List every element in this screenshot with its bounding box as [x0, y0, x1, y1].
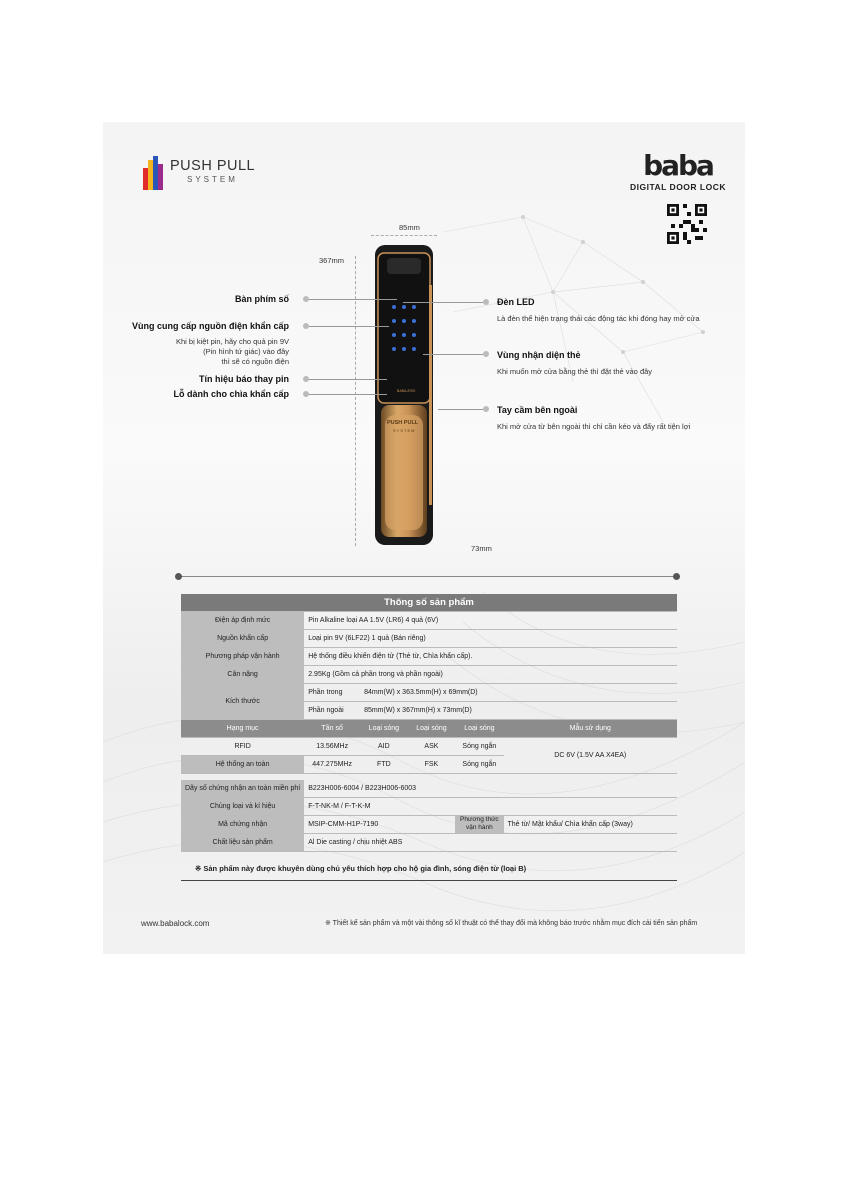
spec-title: Thông số sản phẩm: [181, 594, 677, 612]
callout-key-hole-line: [309, 394, 387, 395]
spec-title-row: [181, 594, 677, 612]
callout-led-label: Đèn LED: [497, 297, 535, 307]
radio-row: Hệ thống an toàn 447.275MHz FTD FSK Sóng ngắn: [181, 756, 677, 774]
callout-emergency-power-label: Vùng cung cấp nguồn điện khẩn cấp: [131, 321, 289, 331]
baba-wordmark: baba: [643, 149, 713, 182]
spec-row: Phương pháp vận hành Hệ thống điều khiển điện tử (Thẻ từ, Chìa khẩn cấp).: [181, 648, 677, 666]
lock-model: BABA-8700: [397, 389, 416, 393]
push-pull-logo: [143, 154, 283, 194]
callout-battery-signal-line: [309, 379, 387, 380]
callout-emergency-power-line: [309, 326, 389, 327]
type-row: Chủng loại và kí hiệu F-T-NK-M / F-T-K-M: [181, 797, 677, 815]
lock-brand-2: SYSTEM: [393, 428, 416, 433]
callout-led-desc: Là đèn thể hiện trạng thái các động tác khi đóng hay mở cửa: [497, 314, 700, 323]
baba-logo: [623, 149, 733, 197]
dim-width: 85mm: [399, 223, 420, 232]
callout-led-line: [403, 302, 483, 303]
door-lock-image: [373, 245, 435, 545]
callout-battery-signal-label: Tín hiệu báo thay pin: [199, 374, 289, 384]
footer-disclaimer: ※ Thiết kế sản phẩm và một vài thông số kĩ thuật có thể thay đổi mà không báo trước nhằm mục đích cải tiến sản phẩm: [325, 920, 698, 927]
callout-handle-dot: [483, 406, 489, 412]
callout-handle-line: [438, 409, 483, 410]
callout-handle-desc: Khi mở cửa từ bên ngoài thì chỉ cần kéo và đẩy rất tiện lợi: [497, 422, 691, 431]
usage-note: ※ Sản phẩm này được khuyên dùng chủ yếu thích hợp cho hộ gia đình, sóng điện từ (loại B): [195, 864, 527, 873]
brochure-sheet: [103, 122, 745, 954]
logo-line1: PUSH PULL: [170, 158, 256, 174]
radio-row: RFID 13.56MHz AID ASK Sóng ngắn DC 6V (1.5V AA X4EA): [181, 738, 677, 756]
section-divider: [178, 576, 678, 577]
baba-subtitle: DIGITAL DOOR LOCK: [629, 182, 726, 192]
callout-card-desc: Khi muốn mở cửa bằng thẻ thì đặt thẻ vào đây: [497, 367, 653, 376]
dim-depth: 73mm: [471, 544, 492, 553]
divider-dot-right: [673, 573, 680, 580]
table-end-line: [181, 880, 677, 881]
callout-card-dot: [483, 351, 489, 357]
callout-card-label: Vùng nhận diện thẻ: [497, 350, 581, 360]
spec-row: Nguồn khẩn cấp Loại pin 9V (6LF22) 1 quả (Bán riêng): [181, 630, 677, 648]
footer-website[interactable]: www.babalock.com: [141, 919, 210, 928]
logo-bars-icon: [143, 156, 163, 190]
radio-header-row: Hạng mục Tần số Loại sóng Loại sóng Loại sóng Mẫu sử dụng: [181, 720, 677, 738]
spec-row-size-inner: Kích thước Phần trong 84mm(W) x 363.5mm(H) x 69mm(D): [181, 684, 677, 702]
divider-dot-left: [175, 573, 182, 580]
spec-row: Điện áp định mức Pin Alkaline loại AA 1.5V (LR6) 4 quả (6V): [181, 612, 677, 630]
logo-line2: SYSTEM: [187, 175, 238, 184]
callout-keypad-label: Bàn phím số: [234, 294, 289, 304]
callout-emergency-power-desc: Khi bị kiệt pin, hãy cho quả pin 9V (Pin hình tứ giác) vào đây thì sẽ có nguồn điện: [176, 337, 289, 366]
width-guide: [371, 235, 437, 237]
callout-keypad-line: [309, 299, 397, 300]
dim-height: 367mm: [319, 256, 345, 265]
lock-brand-1: PUSH PULL: [387, 420, 419, 426]
spec-row-size-outer: Phần ngoài 85mm(W) x 367mm(H) x 73mm(D): [181, 702, 677, 720]
callout-card-line: [423, 354, 483, 355]
material-row: Chất liệu sản phẩm Al Die casting / chịu nhiệt ABS: [181, 833, 677, 851]
code-row: Mã chứng nhận MSIP-CMM-H1P-7190 Phương thức vận hành Thẻ từ/ Mật khẩu/ Chìa khẩn cấp (3way): [181, 815, 677, 833]
spec-row: Cân nặng 2.95Kg (Gồm cả phần trong và phần ngoài): [181, 666, 677, 684]
callout-handle-label: Tay cầm bên ngoài: [497, 405, 578, 415]
callout-led-dot: [483, 299, 489, 305]
cert-row: Dãy số chứng nhận an toàn miền phí B223H006-6004 / B223H006-6003: [181, 780, 677, 798]
callout-key-hole-label: Lỗ dành cho chìa khẩn cấp: [173, 389, 289, 399]
usage-value: DC 6V (1.5V AA X4EA): [504, 738, 677, 774]
spec-table: [181, 594, 677, 852]
qr-code-icon: [667, 204, 707, 244]
